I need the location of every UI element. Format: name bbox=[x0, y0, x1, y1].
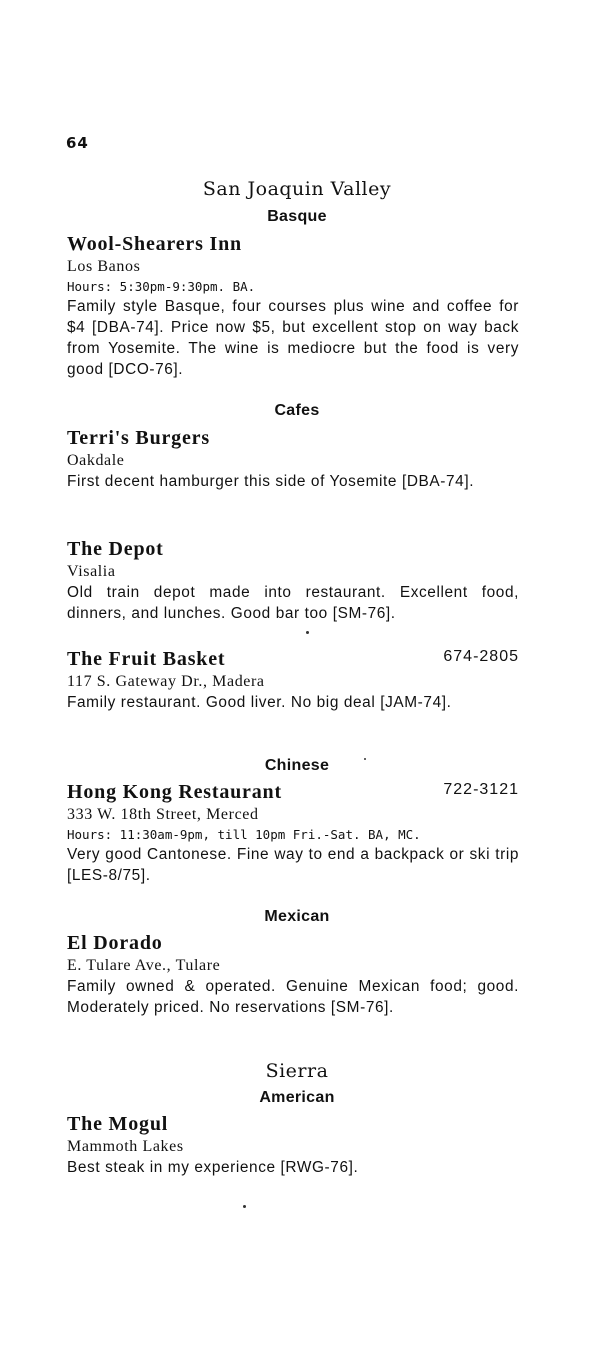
category-heading-american: American bbox=[259, 1089, 335, 1106]
entry-the-fruit-basket bbox=[67, 646, 519, 713]
restaurant-location: Los Banos bbox=[67, 258, 141, 275]
restaurant-location: 117 S. Gateway Dr., Madera bbox=[67, 673, 265, 690]
restaurant-review: Best steak in my experience [RWG-76]. bbox=[67, 1159, 359, 1176]
restaurant-name: The Depot bbox=[67, 538, 164, 560]
category-heading-mexican: Mexican bbox=[264, 908, 330, 925]
restaurant-review: First decent hamburger this side of Yosemite [DBA-74]. bbox=[67, 473, 475, 490]
restaurant-location: Visalia bbox=[67, 563, 116, 580]
restaurant-review: Family restaurant. Good liver. No big deal [JAM-74]. bbox=[67, 694, 452, 711]
restaurant-name: The Fruit Basket bbox=[67, 648, 226, 670]
region-heading-sierra: Sierra bbox=[265, 1060, 329, 1082]
restaurant-location: 333 W. 18th Street, Merced bbox=[67, 806, 259, 823]
restaurant-review: Family owned & operated. Genuine Mexican food; good. Moderately priced. No reservations [SM-76]. bbox=[67, 978, 519, 1016]
region-heading-san-joaquin-valley: San Joaquin Valley bbox=[202, 178, 392, 200]
category-heading-basque: Basque bbox=[267, 208, 327, 225]
restaurant-phone: 674-2805 bbox=[443, 648, 519, 665]
restaurant-location: Mammoth Lakes bbox=[67, 1138, 184, 1155]
restaurant-review: Old train depot made into restaurant. Excellent food, dinners, and lunches. Good bar too [SM-76]. bbox=[67, 584, 519, 622]
entry-wool-shearers-inn bbox=[67, 231, 519, 380]
restaurant-name: The Mogul bbox=[67, 1113, 169, 1135]
category-heading-chinese: Chinese bbox=[264, 757, 330, 774]
restaurant-name: Hong Kong Restaurant bbox=[67, 781, 282, 803]
entry-the-depot bbox=[67, 536, 519, 624]
restaurant-hours: Hours: 5:30pm-9:30pm. BA. bbox=[67, 279, 256, 294]
restaurant-location: Oakdale bbox=[67, 452, 125, 469]
restaurant-hours: Hours: 11:30am-9pm, till 10pm Fri.-Sat. BA, MC. bbox=[67, 827, 421, 842]
restaurant-phone: 722-3121 bbox=[443, 781, 519, 798]
restaurant-name: Wool-Shearers Inn bbox=[67, 233, 242, 255]
print-speck bbox=[243, 1205, 246, 1208]
print-speck bbox=[364, 758, 366, 760]
entry-hong-kong-restaurant bbox=[67, 779, 519, 886]
entry-el-dorado bbox=[67, 930, 519, 1018]
category-heading-cafes: Cafes bbox=[274, 402, 320, 419]
restaurant-name: El Dorado bbox=[67, 932, 163, 954]
entry-terris-burgers bbox=[67, 425, 519, 492]
restaurant-review: Very good Cantonese. Fine way to end a backpack or ski trip [LES-8/75]. bbox=[67, 846, 519, 884]
restaurant-name: Terri's Burgers bbox=[67, 427, 210, 449]
entry-the-mogul bbox=[67, 1111, 519, 1178]
print-speck bbox=[306, 631, 309, 634]
page-number: 64 bbox=[66, 134, 89, 152]
restaurant-location: E. Tulare Ave., Tulare bbox=[67, 957, 221, 974]
restaurant-review: Family style Basque, four courses plus wine and coffee for $4 [DBA-74]. Price now $5, but excellent stop on way back from Yosemite. The wine is mediocre but the food is very good [DCO-76]. bbox=[67, 298, 519, 378]
